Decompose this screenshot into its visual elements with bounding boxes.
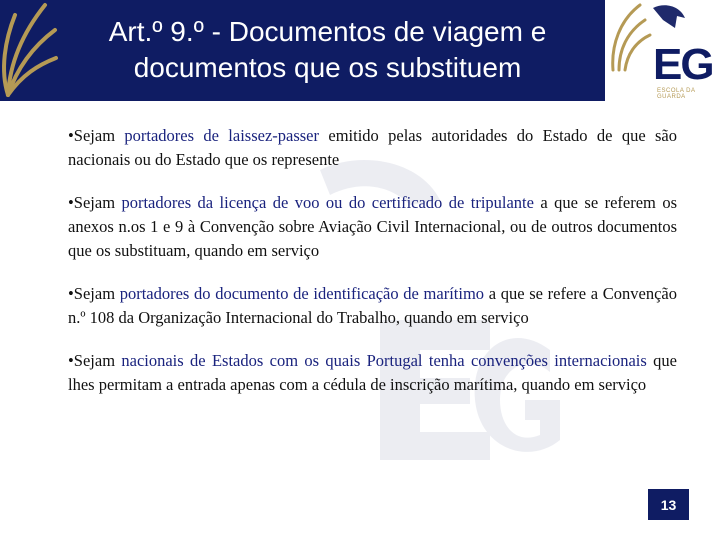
paragraph-text: a que se refere a Convenção n.º 108 da Organização Internacional do Trabalho, quando em serviço xyxy=(68,284,677,327)
slide-body xyxy=(68,124,677,416)
wing-icon xyxy=(0,0,60,101)
page-title xyxy=(55,14,600,86)
paragraph-text: Sejam xyxy=(73,284,120,303)
bullet-paragraph-3 xyxy=(68,282,677,330)
paragraph-text: Sejam xyxy=(73,193,122,212)
logo-mark: EG xyxy=(653,40,713,89)
paragraph-highlight: portadores do documento de identificação de marítimo xyxy=(119,284,485,303)
bullet-marker: • xyxy=(68,126,74,145)
bullet-marker: • xyxy=(68,351,74,370)
title-line-1: Art.º 9.º - Documentos de viagem e xyxy=(108,16,547,47)
paragraph-text: Sejam xyxy=(73,126,125,145)
bullet-marker: • xyxy=(68,193,74,212)
bullet-paragraph-1 xyxy=(68,124,677,172)
paragraph-text: emitido pelas autoridades do Estado de que são nacionais ou do Estado que os represente xyxy=(68,126,677,169)
paragraph-highlight: portadores da licença de voo ou do certificado de tripulante xyxy=(121,193,534,212)
bullet-paragraph-4 xyxy=(68,349,677,397)
bullet-paragraph-2 xyxy=(68,191,677,263)
title-line-2: documentos que os substituem xyxy=(133,52,522,83)
bullet-marker: • xyxy=(68,284,74,303)
page-number: 13 xyxy=(648,489,689,520)
paragraph-highlight: nacionais de Estados com os quais Portugal tenha convenções internacionais xyxy=(121,351,647,370)
paragraph-text: a que se referem os anexos n.os 1 e 9 à Convenção sobre Aviação Civil Internacional, ou de outros documentos que os substituam, quando em serviço xyxy=(68,193,677,260)
logo-subtitle: ESCOLA DA GUARDA xyxy=(657,88,696,100)
slide-header xyxy=(0,0,605,101)
paragraph-highlight: portadores de laissez-passer xyxy=(124,126,320,145)
paragraph-text: que lhes permitam a entrada apenas com a cédula de inscrição marítima, quando em serviço xyxy=(68,351,677,394)
paragraph-text: Sejam xyxy=(73,351,122,370)
